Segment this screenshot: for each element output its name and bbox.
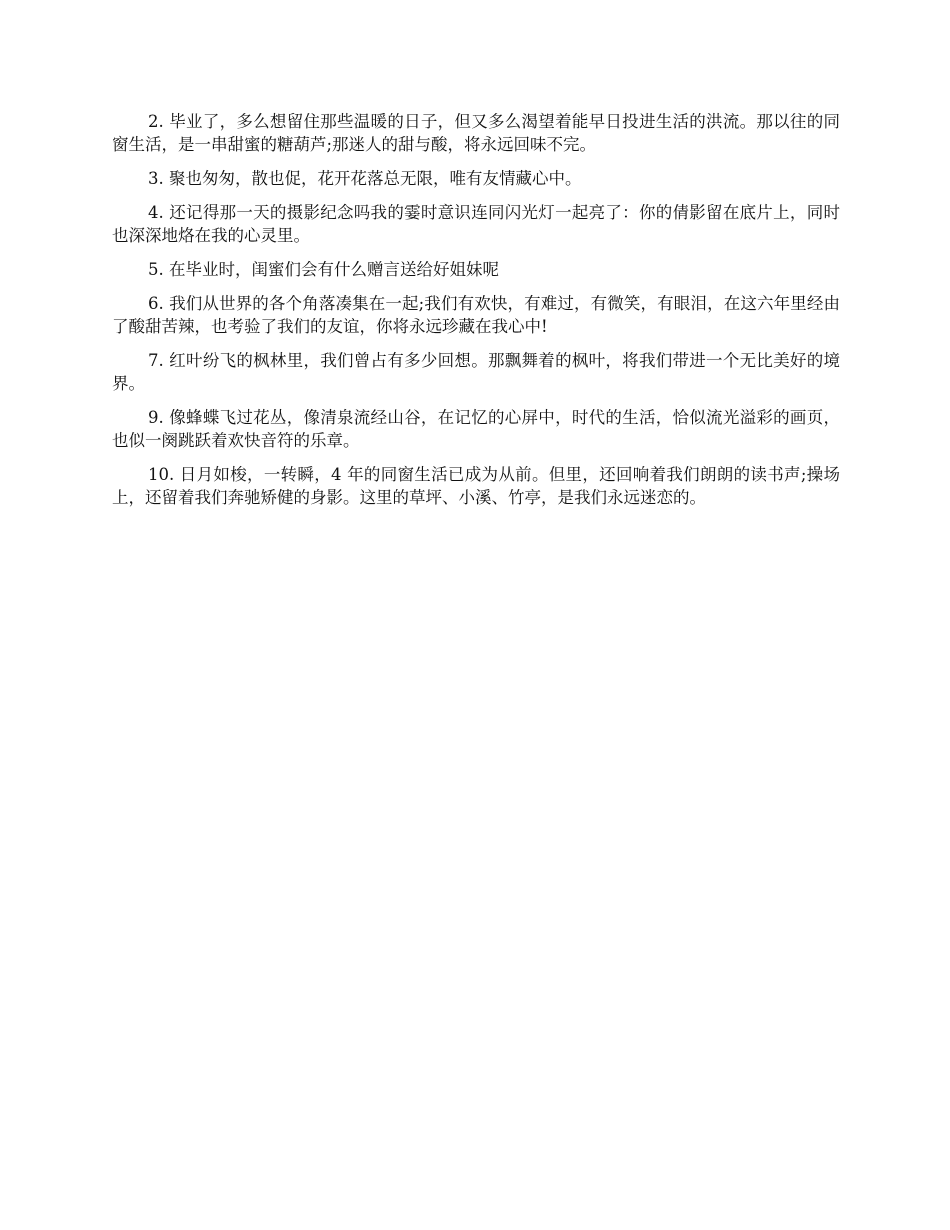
paragraph-5: 5. 在毕业时，闺蜜们会有什么赠言送给好姐妹呢 [148,260,499,279]
paragraph-2: 2. 毕业了，多么想留住那些温暖的日子，但又多么渴望着能早日投进生活的洪流。那以往的同窗生活，是一串甜蜜的糖葫芦;那迷人的甜与酸，将永远回味不完。 [112,112,840,154]
paragraph-6: 6. 我们从世界的各个角落凑集在一起;我们有欢快，有难过，有微笑，有眼泪，在这六年里经由了酸甜苦辣，也考验了我们的友谊，你将永远珍藏在我心中! [112,294,840,336]
document-body [112,110,840,520]
paragraph-9: 9. 像蜂蝶飞过花丛，像清泉流经山谷，在记忆的心屏中，时代的生活，恰似流光溢彩的画页，也似一阕跳跃着欢快音符的乐章。 [112,408,840,450]
paragraph-10: 10. 日月如梭，一转瞬，4 年的同窗生活已成为从前。但里，还回响着我们朗朗的读书声;操场上，还留着我们奔驰矫健的身影。这里的草坪、小溪、竹亭，是我们永远迷恋的。 [112,465,840,507]
paragraph-3: 3. 聚也匆匆，散也促，花开花落总无限，唯有友情藏心中。 [148,169,582,188]
paragraph-4: 4. 还记得那一天的摄影纪念吗我的霎时意识连同闪光灯一起亮了：你的倩影留在底片上，同时也深深地烙在我的心灵里。 [112,203,840,245]
paragraph-7: 7. 红叶纷飞的枫林里，我们曾占有多少回想。那飘舞着的枫叶，将我们带进一个无比美好的境界。 [112,351,840,393]
